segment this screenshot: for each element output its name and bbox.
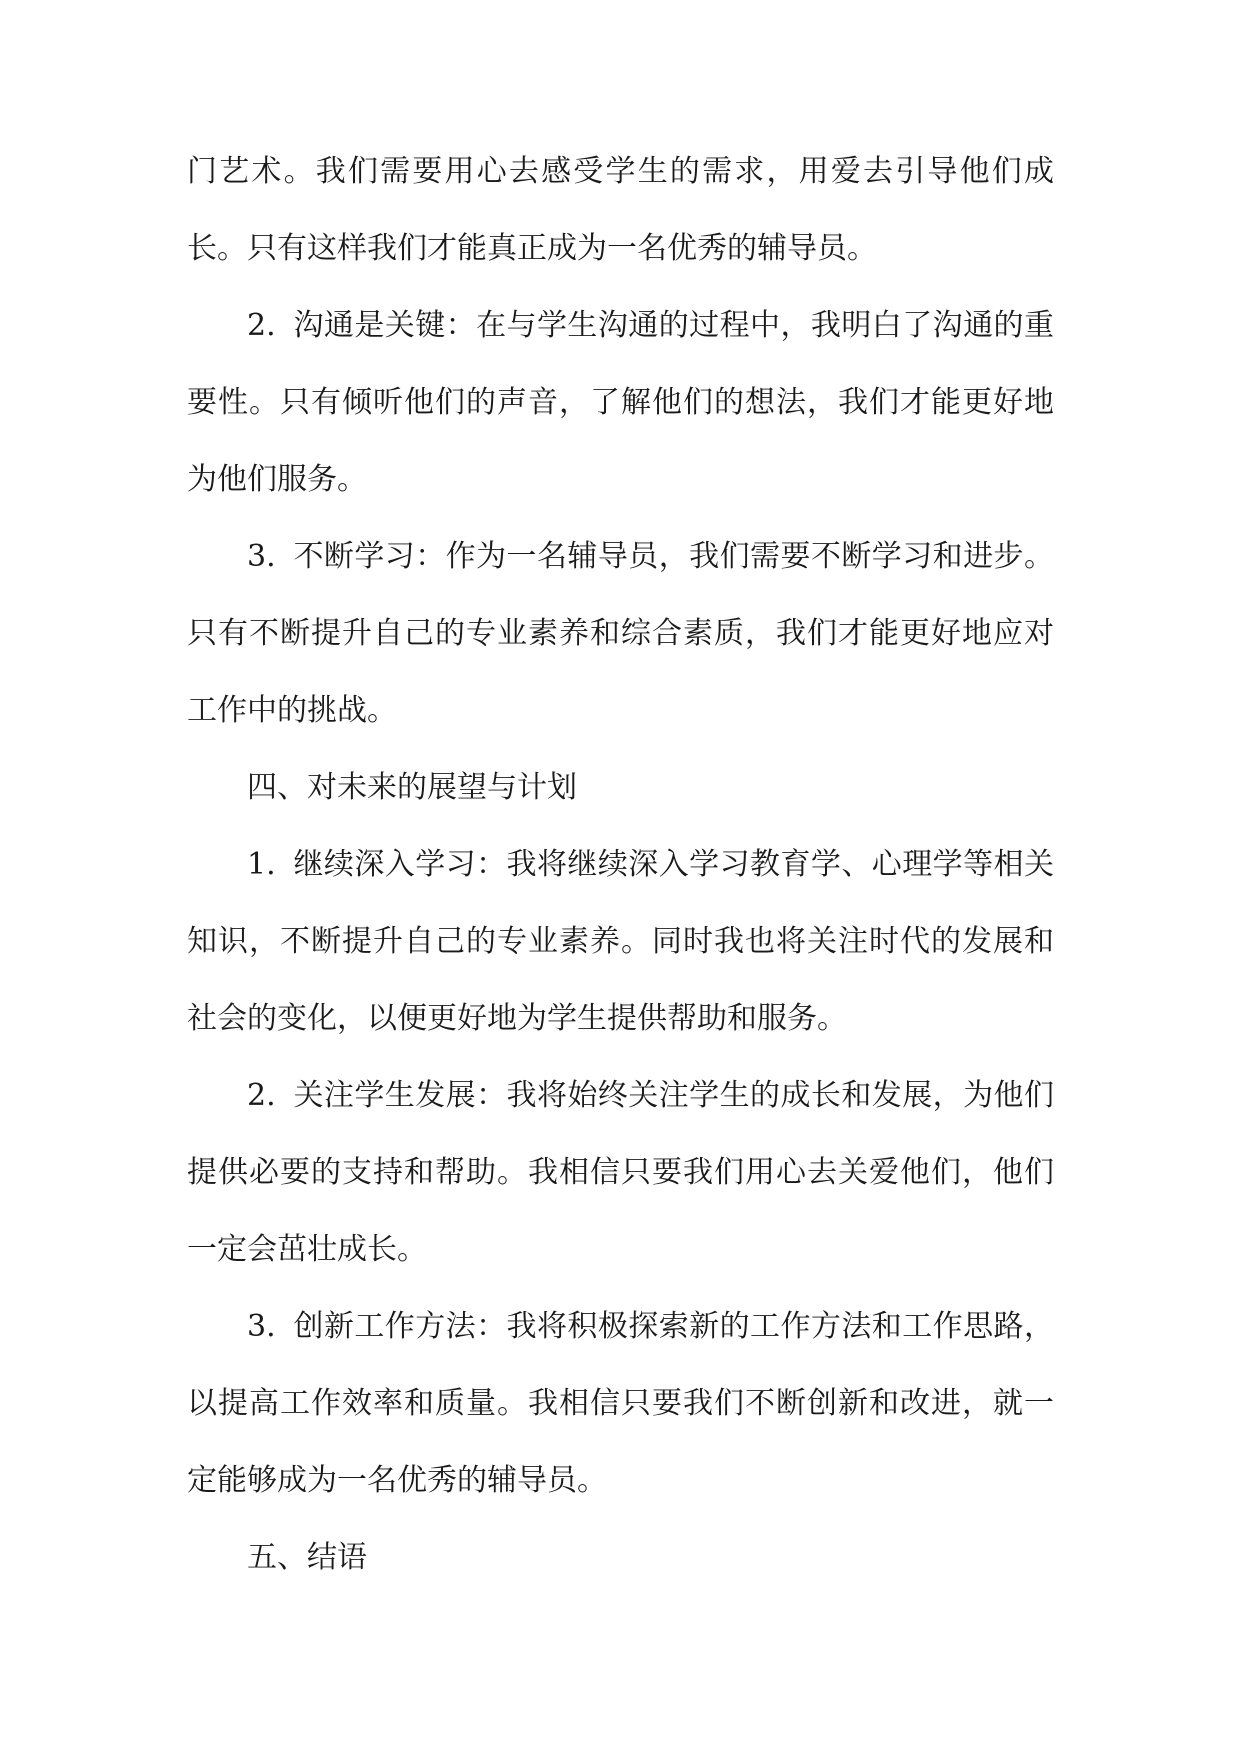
heading-text: 五、结语 [247,1540,367,1575]
list-number: 3. [247,1309,276,1344]
paragraph-text: 继续深入学习：我将继续深入学习教育学、心理学等相关知识，不断提升自己的专业素养。同时我也将关注时代的发展和社会的变化，以便更好地为学生提供帮助和服务。 [187,847,1054,1036]
list-item-communication [187,287,1054,518]
paragraph-text: 创新工作方法：我将积极探索新的工作方法和工作思路，以提高工作效率和质量。我相信只要我们不断创新和改进，就一定能够成为一名优秀的辅导员。 [187,1309,1054,1498]
list-item-innovate-methods [187,1288,1054,1519]
list-number: 2. [247,308,276,343]
list-number: 2. [247,1078,276,1113]
paragraph-text: 关注学生发展：我将始终关注学生的成长和发展，为他们提供必要的支持和帮助。我相信只要我们用心去关爱他们，他们一定会茁壮成长。 [187,1078,1054,1267]
section-heading-conclusion [187,1519,1054,1596]
paragraph-text: 门艺术。我们需要用心去感受学生的需求，用爱去引导他们成长。只有这样我们才能真正成为一名优秀的辅导员。 [187,154,1054,266]
list-number: 3. [247,539,276,574]
list-number: 1. [247,847,276,882]
paragraph-text: 不断学习：作为一名辅导员，我们需要不断学习和进步。只有不断提升自己的专业素养和综合素质，我们才能更好地应对工作中的挑战。 [187,539,1054,728]
section-heading-future-plans [187,749,1054,826]
heading-text: 四、对未来的展望与计划 [247,770,577,805]
list-item-student-development [187,1057,1054,1288]
document-body [187,133,1054,1596]
paragraph-text: 沟通是关键：在与学生沟通的过程中，我明白了沟通的重要性。只有倾听他们的声音，了解他们的想法，我们才能更好地为他们服务。 [187,308,1054,497]
list-item-learning [187,518,1054,749]
list-item-continue-learning [187,826,1054,1057]
paragraph-continued [187,133,1054,287]
